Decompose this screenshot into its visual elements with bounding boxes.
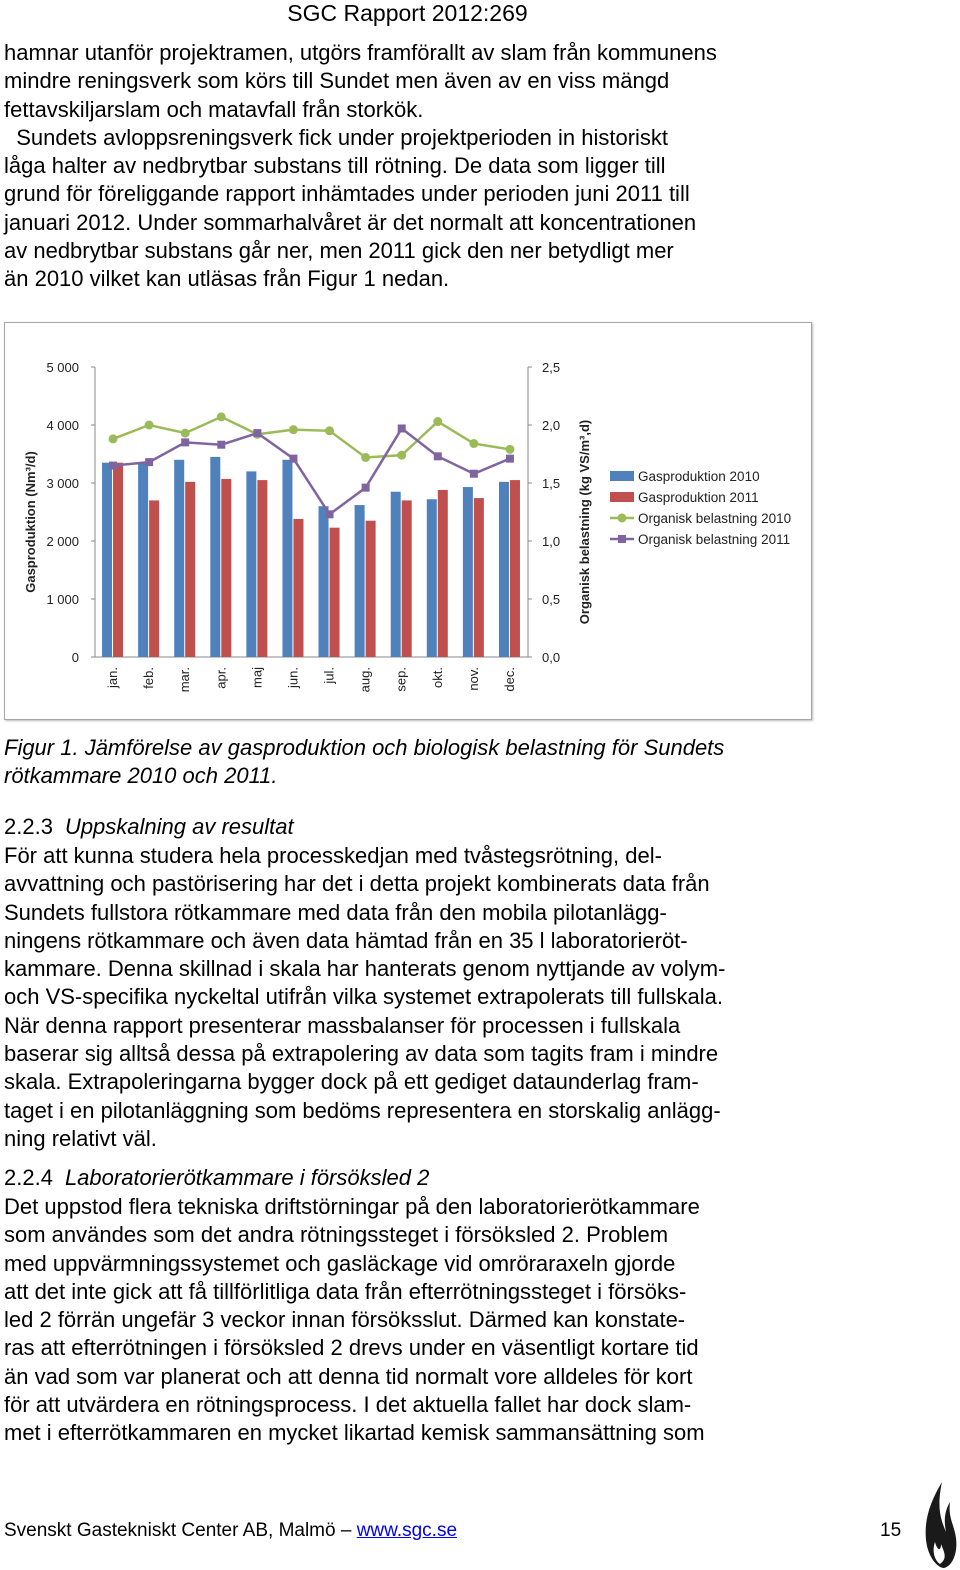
text-line: met i efterrötkammaren en mycket likartad kemisk sammansättning som [4, 1420, 705, 1446]
running-header: SGC Rapport 2012:269 [287, 0, 528, 26]
y-tick-label: 3 000 [46, 476, 79, 491]
x-tick-label: nov. [465, 667, 481, 691]
text-line: januari 2012. Under sommarhalvåret är det normalt att koncentrationen [4, 209, 697, 235]
bar-gasproduktion-2011-sep [402, 500, 412, 657]
point-feb [145, 421, 154, 430]
bar-gasproduktion-2010-maj [246, 471, 256, 657]
y-tick-label: 2 000 [46, 534, 79, 549]
text-line: av nedbrytbar substans går ner, men 2011 gick den ner betydligt mer [4, 238, 674, 264]
x-tick-label: jul. [321, 667, 337, 684]
figure-1-chart [4, 322, 812, 720]
bar-gasproduktion-2011-okt [438, 490, 448, 657]
text-line: som användes som det andra rötningssteget i försöksled 2. Problem [4, 1222, 669, 1248]
y2-tick-label: 2,0 [542, 418, 561, 433]
series-line-organisk-belastning-2011 [113, 428, 510, 514]
y-tick-label: 5 000 [46, 360, 79, 375]
y2-axis-title: Organisk belastning (kg VS/m³,d) [577, 419, 592, 625]
x-tick-label: jan. [105, 667, 121, 688]
y-tick-label: 4 000 [46, 418, 79, 433]
bar-gasproduktion-2011-jun [293, 519, 303, 657]
bar-gasproduktion-2011-jan [113, 463, 123, 657]
caption-line-2: rötkammare 2010 och 2011. [4, 763, 278, 788]
point-apr [217, 441, 225, 449]
text-line: för att utvärdera en rötningsprocess. I det aktuella fallet har dock slam- [4, 1392, 692, 1418]
text-line: fettavskiljarslam och matavfall från storkök. [4, 96, 424, 122]
bar-gasproduktion-2011-feb [149, 500, 159, 657]
bar-gasproduktion-2010-nov [463, 487, 473, 657]
point-dec [505, 445, 514, 454]
bar-gasproduktion-2010-jan [102, 463, 112, 657]
point-apr [217, 412, 226, 421]
point-sep [398, 424, 406, 432]
text-line: med uppvärmningssystemet och gasläckage vid omröraraxeln gjorde [4, 1250, 676, 1276]
bar-gasproduktion-2011-apr [221, 479, 231, 657]
footer-org: Svenskt Gastekniskt Center AB, Malmö – [4, 1520, 352, 1541]
series-line-organisk-belastning-2010 [113, 417, 510, 458]
section-heading-2-2-3 [4, 813, 294, 841]
x-tick-label: dec. [501, 667, 517, 692]
x-tick-label: jun. [285, 667, 301, 688]
y2-tick-label: 1,0 [542, 534, 561, 549]
text-line: baserar sig alltså dessa på extrapolering av data som tagits fram i mindre [4, 1041, 719, 1067]
y2-tick-label: 0,0 [542, 650, 561, 665]
text-line: hamnar utanför projektramen, utgörs framförallt av slam från kommunens [4, 40, 717, 65]
x-tick-label: apr. [213, 667, 229, 689]
x-tick-label: aug. [357, 667, 373, 693]
bar-gasproduktion-2010-apr [210, 457, 220, 657]
text-line: kammare. Denna skillnad i skala har hanterats genom nyttjande av volym- [4, 956, 726, 982]
footer [4, 1518, 457, 1544]
bar-gasproduktion-2010-aug [355, 505, 365, 657]
section-title: Laboratorierötkammare i försöksled 2 [64, 1165, 430, 1190]
legend-entry: Gasproduktion 2011 [638, 490, 759, 505]
bar-gasproduktion-2011-jul [330, 528, 340, 657]
text-line: mindre reningsverk som körs till Sundet men även av en viss mängd [4, 68, 670, 94]
text-line: skala. Extrapoleringarna bygger dock på ett gediget dataunderlag fram- [4, 1069, 699, 1095]
footer-link[interactable]: www.sgc.se [356, 1520, 458, 1541]
point-jul [326, 510, 334, 518]
bar-gasproduktion-2010-okt [427, 499, 437, 657]
bar-gasproduktion-2010-sep [391, 492, 401, 657]
point-aug [361, 453, 370, 462]
legend-swatch [610, 492, 634, 502]
text-line: att det inte gick att få tillförlitliga data från efterrötningssteget i försöks- [4, 1278, 687, 1304]
x-tick-label: sep. [393, 667, 409, 692]
point-feb [145, 458, 153, 466]
point-jul [325, 426, 334, 435]
text-line: När denna rapport presenterar massbalanser för processen i fullskala [4, 1012, 681, 1038]
bar-gasproduktion-2010-feb [138, 463, 148, 657]
y-tick-label: 1 000 [46, 592, 79, 607]
text-line: än 2010 vilket kan utläsas från Figur 1 nedan. [4, 266, 450, 292]
text-line: än vad som var planerat och att denna tid normalt vore alldeles för kort [4, 1363, 693, 1389]
text-line: avvattning och pastörisering har det i detta projekt kombinerats data från [4, 871, 710, 897]
point-jan [109, 434, 118, 443]
section-2-2-3-body [4, 842, 804, 1153]
point-nov [469, 439, 478, 448]
bar-gasproduktion-2010-mar [174, 460, 184, 657]
y2-tick-label: 2,5 [542, 360, 561, 375]
point-sep [397, 451, 406, 460]
legend-entry: Organisk belastning 2011 [638, 532, 791, 547]
point-maj [253, 429, 261, 437]
bar-gasproduktion-2011-dec [510, 480, 520, 657]
text-line: Sundets fullstora rötkammare med data från den mobila pilotanlägg- [4, 899, 667, 925]
text-line: och VS-specifika nyckeltal utifrån vilka systemet extrapolerats till fullskala. [4, 984, 723, 1010]
point-jan [109, 462, 117, 470]
figure-caption [4, 734, 824, 790]
point-okt [433, 417, 442, 426]
point-mar [181, 438, 189, 446]
text-line: ningens rötkammare och även data hämtad från en 35 l laboratorieröt- [4, 927, 688, 953]
text-line: Sundets avloppsreningsverk fick under projektperioden in historiskt [4, 124, 669, 150]
point-jun [289, 425, 298, 434]
bar-gasproduktion-2010-jul [319, 506, 329, 657]
point-mar [181, 429, 190, 438]
y-tick-label: 0 [71, 650, 79, 665]
point-jun [289, 455, 297, 463]
text-line: För att kunna studera hela processkedjan med tvåstegsrötning, del- [4, 843, 662, 868]
text-line: grund för föreliggande rapport inhämtades under perioden juni 2011 till [4, 181, 690, 207]
bar-gasproduktion-2011-nov [474, 498, 484, 657]
bar-gasproduktion-2011-mar [185, 482, 195, 657]
point-dec [506, 455, 514, 463]
text-line: led 2 förrän ungefär 3 veckor innan försöksslut. Därmed kan konstate- [4, 1307, 686, 1333]
page-number: 15 [880, 1520, 902, 1541]
bar-gasproduktion-2011-aug [366, 521, 376, 657]
text-line: taget i en pilotanläggning som bedöms representera en storskalig anlägg- [4, 1097, 721, 1123]
x-tick-label: maj [249, 667, 265, 688]
caption-line-1: Figur 1. Jämförelse av gasproduktion och biologisk belastning för Sundets [4, 735, 725, 760]
legend-swatch [610, 471, 634, 481]
section-2-2-4-body [4, 1193, 804, 1448]
chart-svg [5, 323, 811, 719]
point-nov [470, 470, 478, 478]
y2-tick-label: 1,5 [542, 476, 561, 491]
bar-gasproduktion-2010-dec [499, 482, 509, 657]
bar-gasproduktion-2011-maj [257, 480, 267, 657]
y-axis-title: Gasproduktion (Nm³/d) [23, 451, 38, 593]
text-line: låga halter av nedbrytbar substans till rötning. De data som ligger till [4, 153, 666, 179]
section-number: 2.2.4 [4, 1165, 53, 1190]
bar-gasproduktion-2010-jun [282, 460, 292, 657]
point-aug [362, 484, 370, 492]
legend-entry: Gasproduktion 2010 [638, 469, 760, 484]
legend-entry: Organisk belastning 2010 [638, 511, 792, 526]
section-heading-2-2-4 [4, 1164, 429, 1192]
intro-paragraph [4, 39, 804, 294]
legend-marker [618, 535, 626, 543]
flame-icon [922, 1480, 960, 1570]
text-line: ras att efterrötningen i försöksled 2 drevs under en väsentligt kortare tid [4, 1335, 699, 1361]
x-tick-label: okt. [429, 667, 445, 688]
text-line: Det uppstod flera tekniska driftstörningar på den laboratorierötkammare [4, 1194, 700, 1219]
y2-tick-label: 0,5 [542, 592, 561, 607]
section-title: Uppskalning av resultat [64, 814, 294, 839]
legend-marker [618, 514, 627, 523]
text-line: ning relativt väl. [4, 1125, 157, 1151]
point-okt [434, 452, 442, 460]
x-tick-label: mar. [177, 667, 193, 693]
x-tick-label: feb. [141, 667, 157, 689]
section-number: 2.2.3 [4, 814, 53, 839]
